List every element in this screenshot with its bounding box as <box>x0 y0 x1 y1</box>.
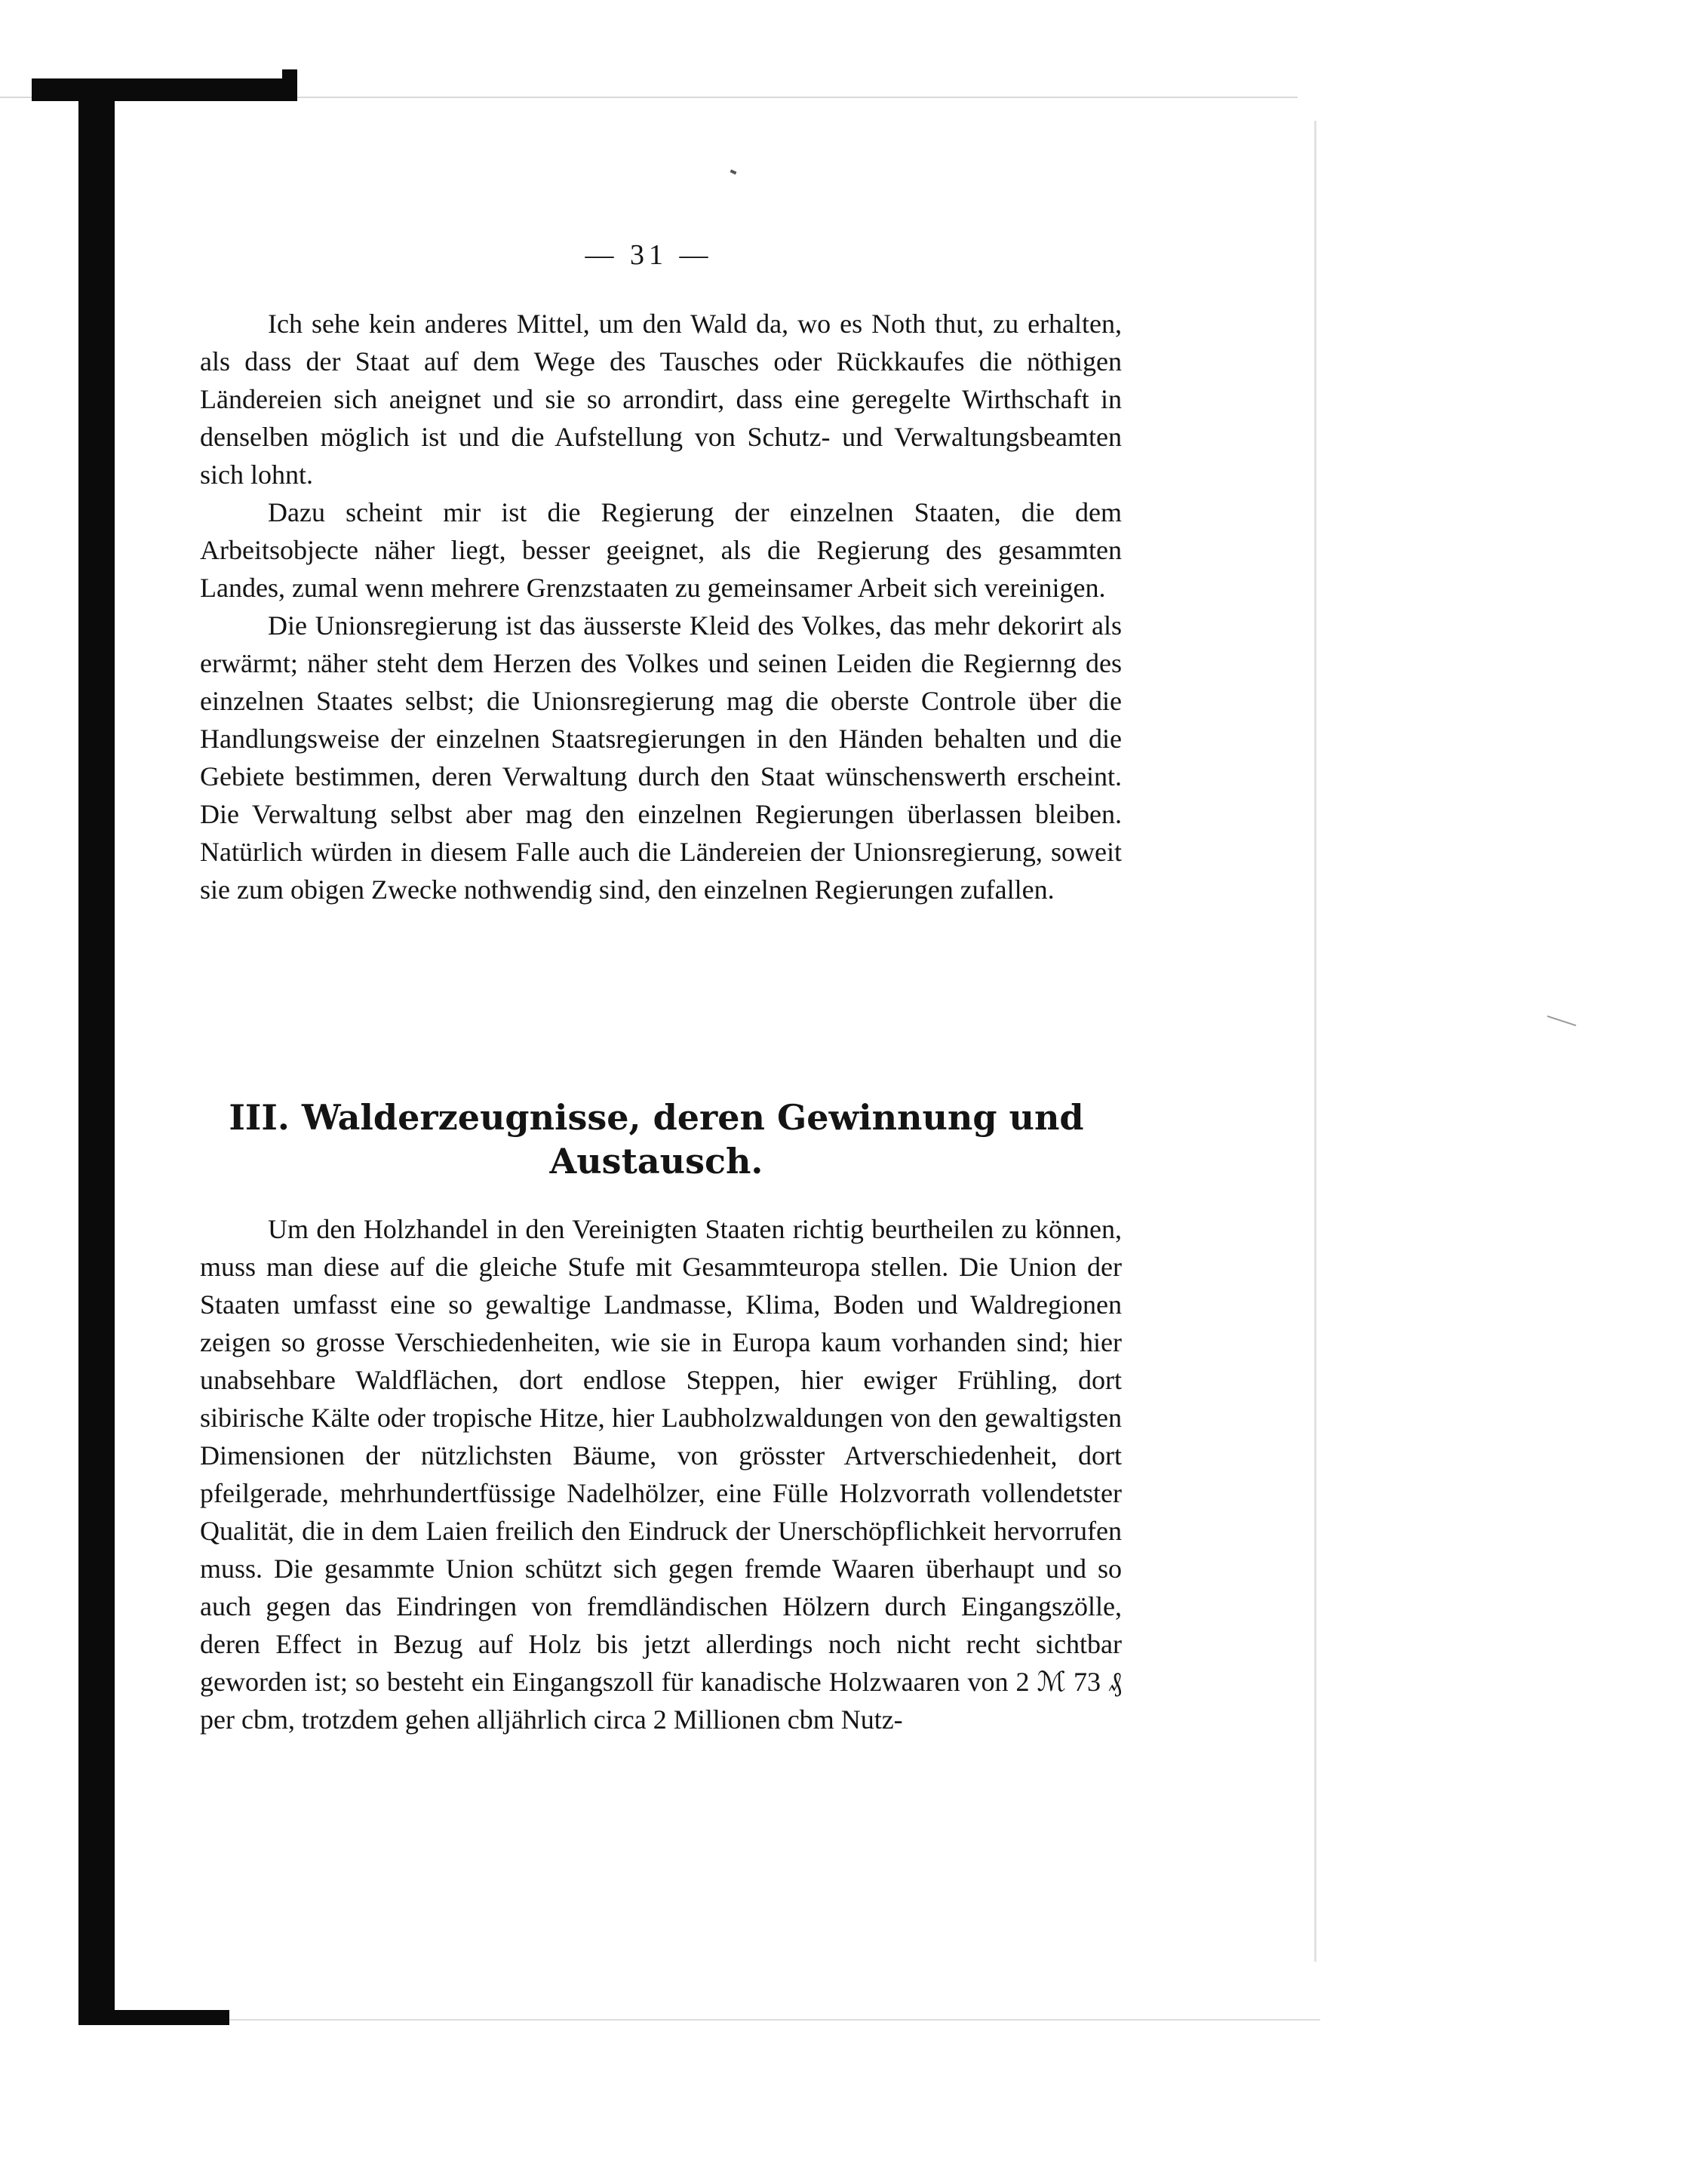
page-number: — 31 — <box>585 239 713 271</box>
paragraph: Die Unionsregierung ist das äusserste Kleid des Volkes, das mehr dekorirt als erwärmt; näher steht dem Herzen des Volkes und seinen Leiden die Regiernng des einzelnen Staates selbst; die Unionsregierung mag die oberste Controle über die Handlungsweise der einzelnen Staatsregierungen in den Händen behalten und die Gebiete bestimmen, deren Verwaltung durch den Staat wünschenswerth erscheint. Die Verwaltung selbst aber mag den einzelnen Regierungen überlassen bleiben. Natürlich würden in diesem Falle auch die Ländereien der Unionsregierung, soweit sie zum obigen Zwecke nothwendig sind, den einzelnen Regierungen zufallen. <box>200 610 1122 905</box>
paragraph: Dazu scheint mir ist die Regierung der einzelnen Staaten, die dem Arbeitsobjecte näher liegt, besser geeignet, als die Regierung des gesammten Landes, zumal wenn mehrere Grenzstaaten zu gemeinsamer Arbeit sich vereinigen. <box>200 497 1122 603</box>
paragraph: Um den Holzhandel in den Vereinigten Staaten richtig beurtheilen zu können, muss man diese auf die gleiche Stufe mit Gesammteuropa stellen. Die Union der Staaten umfasst eine so gewaltige Landmasse, Klima, Boden und Waldregionen zeigen so grosse Verschiedenheiten, wie sie in Europa kaum vorhanden sind; hier unabsehbare Waldflächen, dort endlose Steppen, hier ewiger Frühling, dort sibirische Kälte oder tropische Hitze, hier Laubholzwaldungen von den gewaltigsten Dimensionen der nützlichsten Bäume, von grösster Artverschiedenheit, dort pfeilgerade, mehrhundertfüssige Nadelhölzer, eine Fülle Holzvorrath vollendetster Qualität, die in dem Laien freilich den Eindruck der Unerschöpflichkeit hervorrufen muss. Die gesammte Union schützt sich gegen fremde Waaren überhaupt und so auch gegen das Eindringen von fremdländischen Hölzern durch Eingangszölle, deren Effect in Bezug auf Holz bis jetzt allerdings noch nicht recht sichtbar geworden ist; so besteht ein Eingangszoll für kanadische Holzwaaren von 2 ℳ 73 ₰ per cbm, trotzdem gehen alljährlich circa 2 Millionen cbm Nutz- <box>200 1214 1122 1735</box>
scan-edge-right <box>1314 121 1316 1962</box>
scan-edge-bottom <box>113 2019 1320 2021</box>
section-text <box>200 1210 1122 1738</box>
section-heading: III. Walderzeugnisse, deren Gewinnung und Austausch. <box>229 1097 1084 1182</box>
binding-bar-cap <box>282 69 297 81</box>
dust-speck <box>1547 1016 1577 1026</box>
intro-text <box>200 305 1122 908</box>
binding-bar-bottom <box>78 2010 229 2025</box>
binding-bar-top <box>32 78 297 101</box>
binding-bar-vertical <box>78 78 115 2024</box>
dust-speck <box>730 169 737 174</box>
paragraph: Ich sehe kein anderes Mittel, um den Wald da, wo es Noth thut, zu erhalten, als dass der Staat auf dem Wege des Tausches oder Rückkaufes die nöthigen Ländereien sich aneignet und sie so arrondirt, dass eine geregelte Wirthschaft in denselben möglich ist und die Aufstellung von Schutz- und Verwaltungsbeamten sich lohnt. <box>200 309 1122 490</box>
